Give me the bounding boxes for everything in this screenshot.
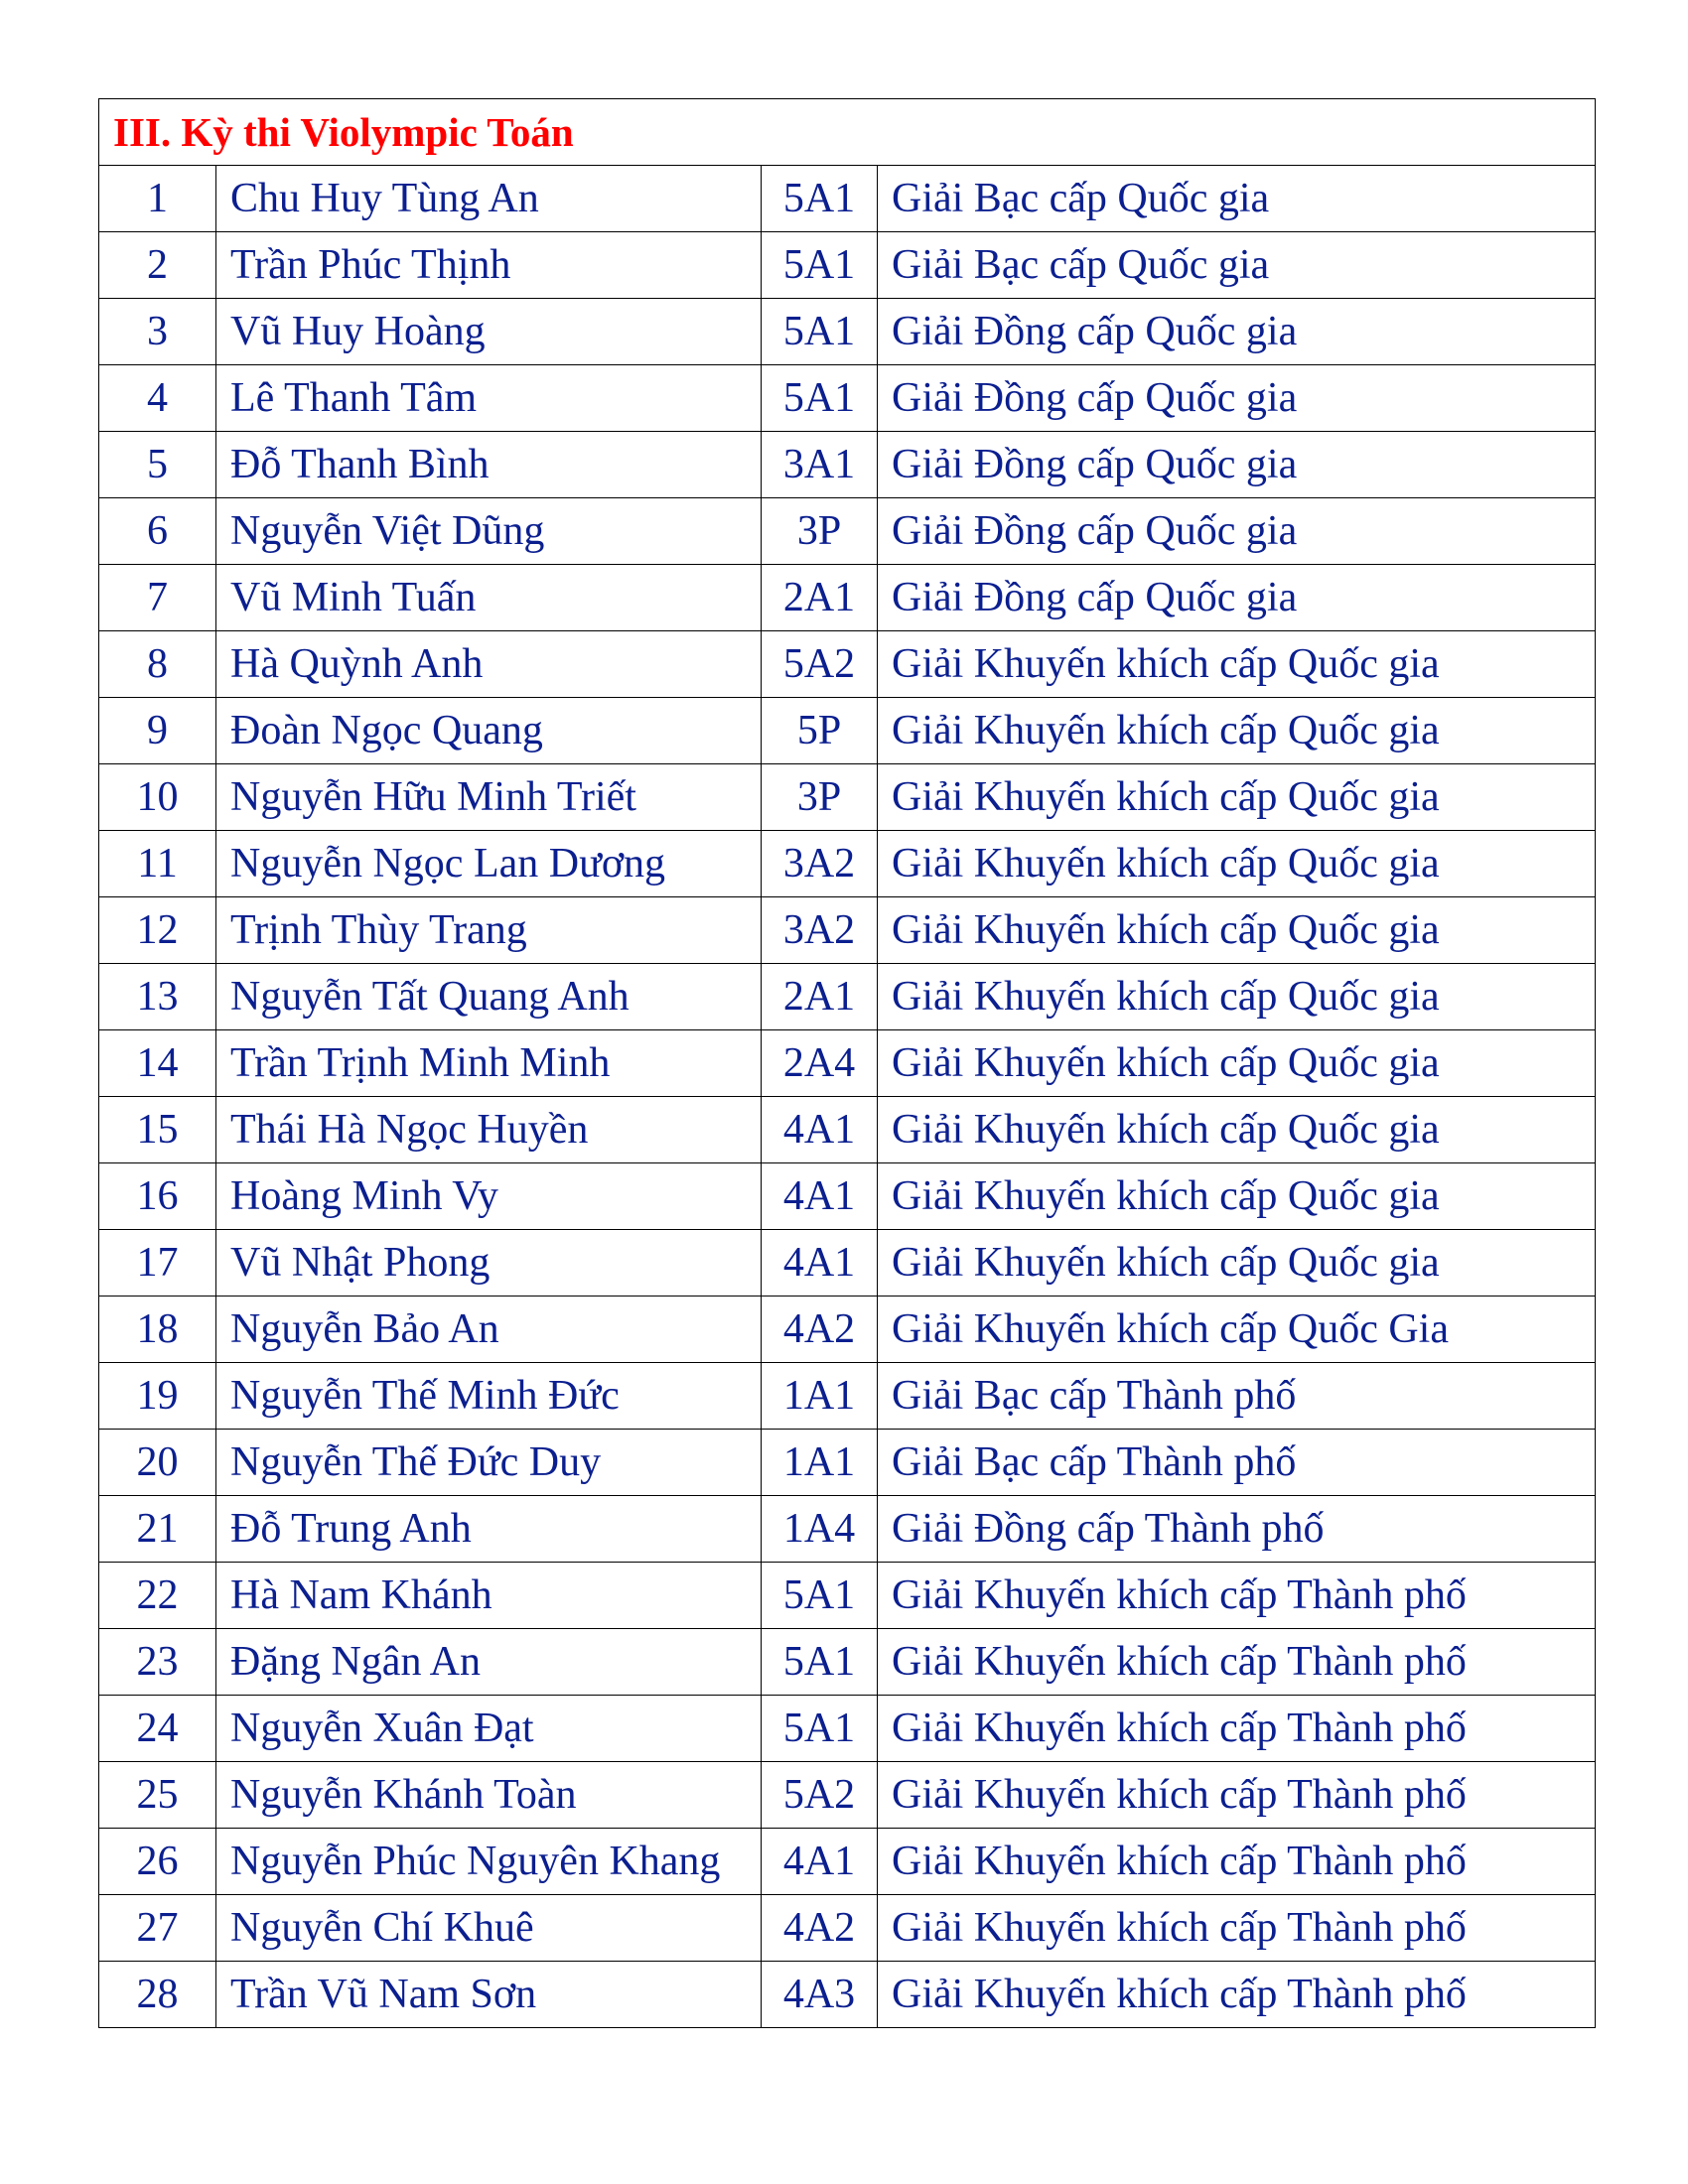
award-text: Giải Khuyến khích cấp Quốc gia <box>878 964 1596 1030</box>
award-text: Giải Khuyến khích cấp Thành phố <box>878 1629 1596 1696</box>
table-row <box>99 1496 1596 1563</box>
table-row <box>99 299 1596 365</box>
row-number: 13 <box>99 964 216 1030</box>
row-number: 2 <box>99 232 216 299</box>
student-name: Đỗ Trung Anh <box>216 1496 762 1563</box>
student-class: 1A4 <box>762 1496 878 1563</box>
award-text: Giải Khuyến khích cấp Thành phố <box>878 1895 1596 1962</box>
table-row <box>99 1097 1596 1163</box>
table-row <box>99 1829 1596 1895</box>
row-number: 21 <box>99 1496 216 1563</box>
row-number: 15 <box>99 1097 216 1163</box>
row-number: 24 <box>99 1696 216 1762</box>
row-number: 19 <box>99 1363 216 1430</box>
student-name: Lê Thanh Tâm <box>216 365 762 432</box>
table-row <box>99 232 1596 299</box>
award-text: Giải Bạc cấp Thành phố <box>878 1430 1596 1496</box>
award-text: Giải Khuyến khích cấp Quốc gia <box>878 1097 1596 1163</box>
award-text: Giải Đồng cấp Quốc gia <box>878 565 1596 631</box>
award-text: Giải Đồng cấp Quốc gia <box>878 365 1596 432</box>
student-name: Trần Vũ Nam Sơn <box>216 1962 762 2028</box>
table-row <box>99 698 1596 764</box>
award-text: Giải Bạc cấp Quốc gia <box>878 232 1596 299</box>
student-name: Vũ Minh Tuấn <box>216 565 762 631</box>
award-text: Giải Khuyến khích cấp Quốc gia <box>878 1230 1596 1297</box>
student-class: 1A1 <box>762 1430 878 1496</box>
student-name: Vũ Nhật Phong <box>216 1230 762 1297</box>
award-text: Giải Khuyến khích cấp Quốc gia <box>878 1030 1596 1097</box>
row-number: 16 <box>99 1163 216 1230</box>
student-name: Vũ Huy Hoàng <box>216 299 762 365</box>
student-class: 2A1 <box>762 565 878 631</box>
student-name: Hà Nam Khánh <box>216 1563 762 1629</box>
student-class: 5A2 <box>762 631 878 698</box>
award-text: Giải Khuyến khích cấp Thành phố <box>878 1563 1596 1629</box>
row-number: 18 <box>99 1297 216 1363</box>
student-name: Hoàng Minh Vy <box>216 1163 762 1230</box>
student-class: 5A1 <box>762 365 878 432</box>
table-row <box>99 1430 1596 1496</box>
student-class: 4A1 <box>762 1829 878 1895</box>
award-text: Giải Khuyến khích cấp Quốc Gia <box>878 1297 1596 1363</box>
student-name: Trần Phúc Thịnh <box>216 232 762 299</box>
award-text: Giải Đồng cấp Quốc gia <box>878 299 1596 365</box>
award-text: Giải Khuyến khích cấp Quốc gia <box>878 831 1596 897</box>
student-class: 4A2 <box>762 1297 878 1363</box>
section-title: III. Kỳ thi Violympic Toán <box>99 99 1596 166</box>
table-row <box>99 498 1596 565</box>
row-number: 28 <box>99 1962 216 2028</box>
award-text: Giải Khuyến khích cấp Quốc gia <box>878 897 1596 964</box>
award-text: Giải Khuyến khích cấp Quốc gia <box>878 698 1596 764</box>
student-name: Nguyễn Thế Đức Duy <box>216 1430 762 1496</box>
table-row <box>99 1230 1596 1297</box>
row-number: 9 <box>99 698 216 764</box>
student-class: 5P <box>762 698 878 764</box>
student-name: Thái Hà Ngọc Huyền <box>216 1097 762 1163</box>
award-text: Giải Đồng cấp Quốc gia <box>878 498 1596 565</box>
student-name: Đỗ Thanh Bình <box>216 432 762 498</box>
award-text: Giải Khuyến khích cấp Thành phố <box>878 1696 1596 1762</box>
student-class: 4A1 <box>762 1163 878 1230</box>
student-name: Trịnh Thùy Trang <box>216 897 762 964</box>
student-class: 5A1 <box>762 299 878 365</box>
student-class: 4A1 <box>762 1230 878 1297</box>
student-class: 5A1 <box>762 232 878 299</box>
table-row <box>99 1363 1596 1430</box>
student-class: 3A2 <box>762 831 878 897</box>
award-text: Giải Khuyến khích cấp Quốc gia <box>878 631 1596 698</box>
student-name: Nguyễn Thế Minh Đức <box>216 1363 762 1430</box>
table-row <box>99 1962 1596 2028</box>
student-name: Trần Trịnh Minh Minh <box>216 1030 762 1097</box>
student-class: 5A1 <box>762 1629 878 1696</box>
row-number: 1 <box>99 166 216 232</box>
table-row <box>99 1762 1596 1829</box>
student-class: 3A2 <box>762 897 878 964</box>
table-row <box>99 432 1596 498</box>
student-class: 4A2 <box>762 1895 878 1962</box>
student-class: 5A1 <box>762 1696 878 1762</box>
row-number: 6 <box>99 498 216 565</box>
table-row <box>99 166 1596 232</box>
student-name: Hà Quỳnh Anh <box>216 631 762 698</box>
table-row <box>99 897 1596 964</box>
student-class: 5A1 <box>762 1563 878 1629</box>
student-class: 3P <box>762 498 878 565</box>
student-name: Nguyễn Khánh Toàn <box>216 1762 762 1829</box>
row-number: 14 <box>99 1030 216 1097</box>
student-name: Nguyễn Ngọc Lan Dương <box>216 831 762 897</box>
student-name: Nguyễn Xuân Đạt <box>216 1696 762 1762</box>
award-text: Giải Khuyến khích cấp Thành phố <box>878 1962 1596 2028</box>
award-text: Giải Khuyến khích cấp Quốc gia <box>878 764 1596 831</box>
student-name: Nguyễn Hữu Minh Triết <box>216 764 762 831</box>
table-row <box>99 1895 1596 1962</box>
student-name: Nguyễn Tất Quang Anh <box>216 964 762 1030</box>
table-row <box>99 1163 1596 1230</box>
award-text: Giải Khuyến khích cấp Quốc gia <box>878 1163 1596 1230</box>
row-number: 3 <box>99 299 216 365</box>
award-text: Giải Khuyến khích cấp Thành phố <box>878 1829 1596 1895</box>
section-header-row <box>99 99 1596 166</box>
student-class: 2A1 <box>762 964 878 1030</box>
awards-table <box>98 98 1596 2028</box>
row-number: 27 <box>99 1895 216 1962</box>
student-name: Đoàn Ngọc Quang <box>216 698 762 764</box>
row-number: 7 <box>99 565 216 631</box>
student-class: 4A3 <box>762 1962 878 2028</box>
student-class: 5A1 <box>762 166 878 232</box>
table-row <box>99 631 1596 698</box>
row-number: 11 <box>99 831 216 897</box>
student-class: 5A2 <box>762 1762 878 1829</box>
table-row <box>99 1629 1596 1696</box>
row-number: 22 <box>99 1563 216 1629</box>
student-name: Nguyễn Bảo An <box>216 1297 762 1363</box>
student-name: Đặng Ngân An <box>216 1629 762 1696</box>
row-number: 5 <box>99 432 216 498</box>
row-number: 26 <box>99 1829 216 1895</box>
award-text: Giải Đồng cấp Quốc gia <box>878 432 1596 498</box>
row-number: 10 <box>99 764 216 831</box>
student-class: 2A4 <box>762 1030 878 1097</box>
student-class: 4A1 <box>762 1097 878 1163</box>
table-row <box>99 1563 1596 1629</box>
row-number: 23 <box>99 1629 216 1696</box>
row-number: 20 <box>99 1430 216 1496</box>
award-text: Giải Khuyến khích cấp Thành phố <box>878 1762 1596 1829</box>
table-row <box>99 1297 1596 1363</box>
row-number: 12 <box>99 897 216 964</box>
award-text: Giải Bạc cấp Quốc gia <box>878 166 1596 232</box>
student-name: Nguyễn Chí Khuê <box>216 1895 762 1962</box>
row-number: 25 <box>99 1762 216 1829</box>
student-name: Nguyễn Phúc Nguyên Khang <box>216 1829 762 1895</box>
table-row <box>99 365 1596 432</box>
table-row <box>99 764 1596 831</box>
award-text: Giải Bạc cấp Thành phố <box>878 1363 1596 1430</box>
table-row <box>99 964 1596 1030</box>
row-number: 4 <box>99 365 216 432</box>
table-row <box>99 831 1596 897</box>
student-name: Nguyễn Việt Dũng <box>216 498 762 565</box>
student-class: 3A1 <box>762 432 878 498</box>
award-text: Giải Đồng cấp Thành phố <box>878 1496 1596 1563</box>
student-name: Chu Huy Tùng An <box>216 166 762 232</box>
row-number: 17 <box>99 1230 216 1297</box>
table-row <box>99 1030 1596 1097</box>
awards-table-body <box>99 99 1596 2028</box>
row-number: 8 <box>99 631 216 698</box>
table-row <box>99 565 1596 631</box>
student-class: 3P <box>762 764 878 831</box>
table-row <box>99 1696 1596 1762</box>
student-class: 1A1 <box>762 1363 878 1430</box>
